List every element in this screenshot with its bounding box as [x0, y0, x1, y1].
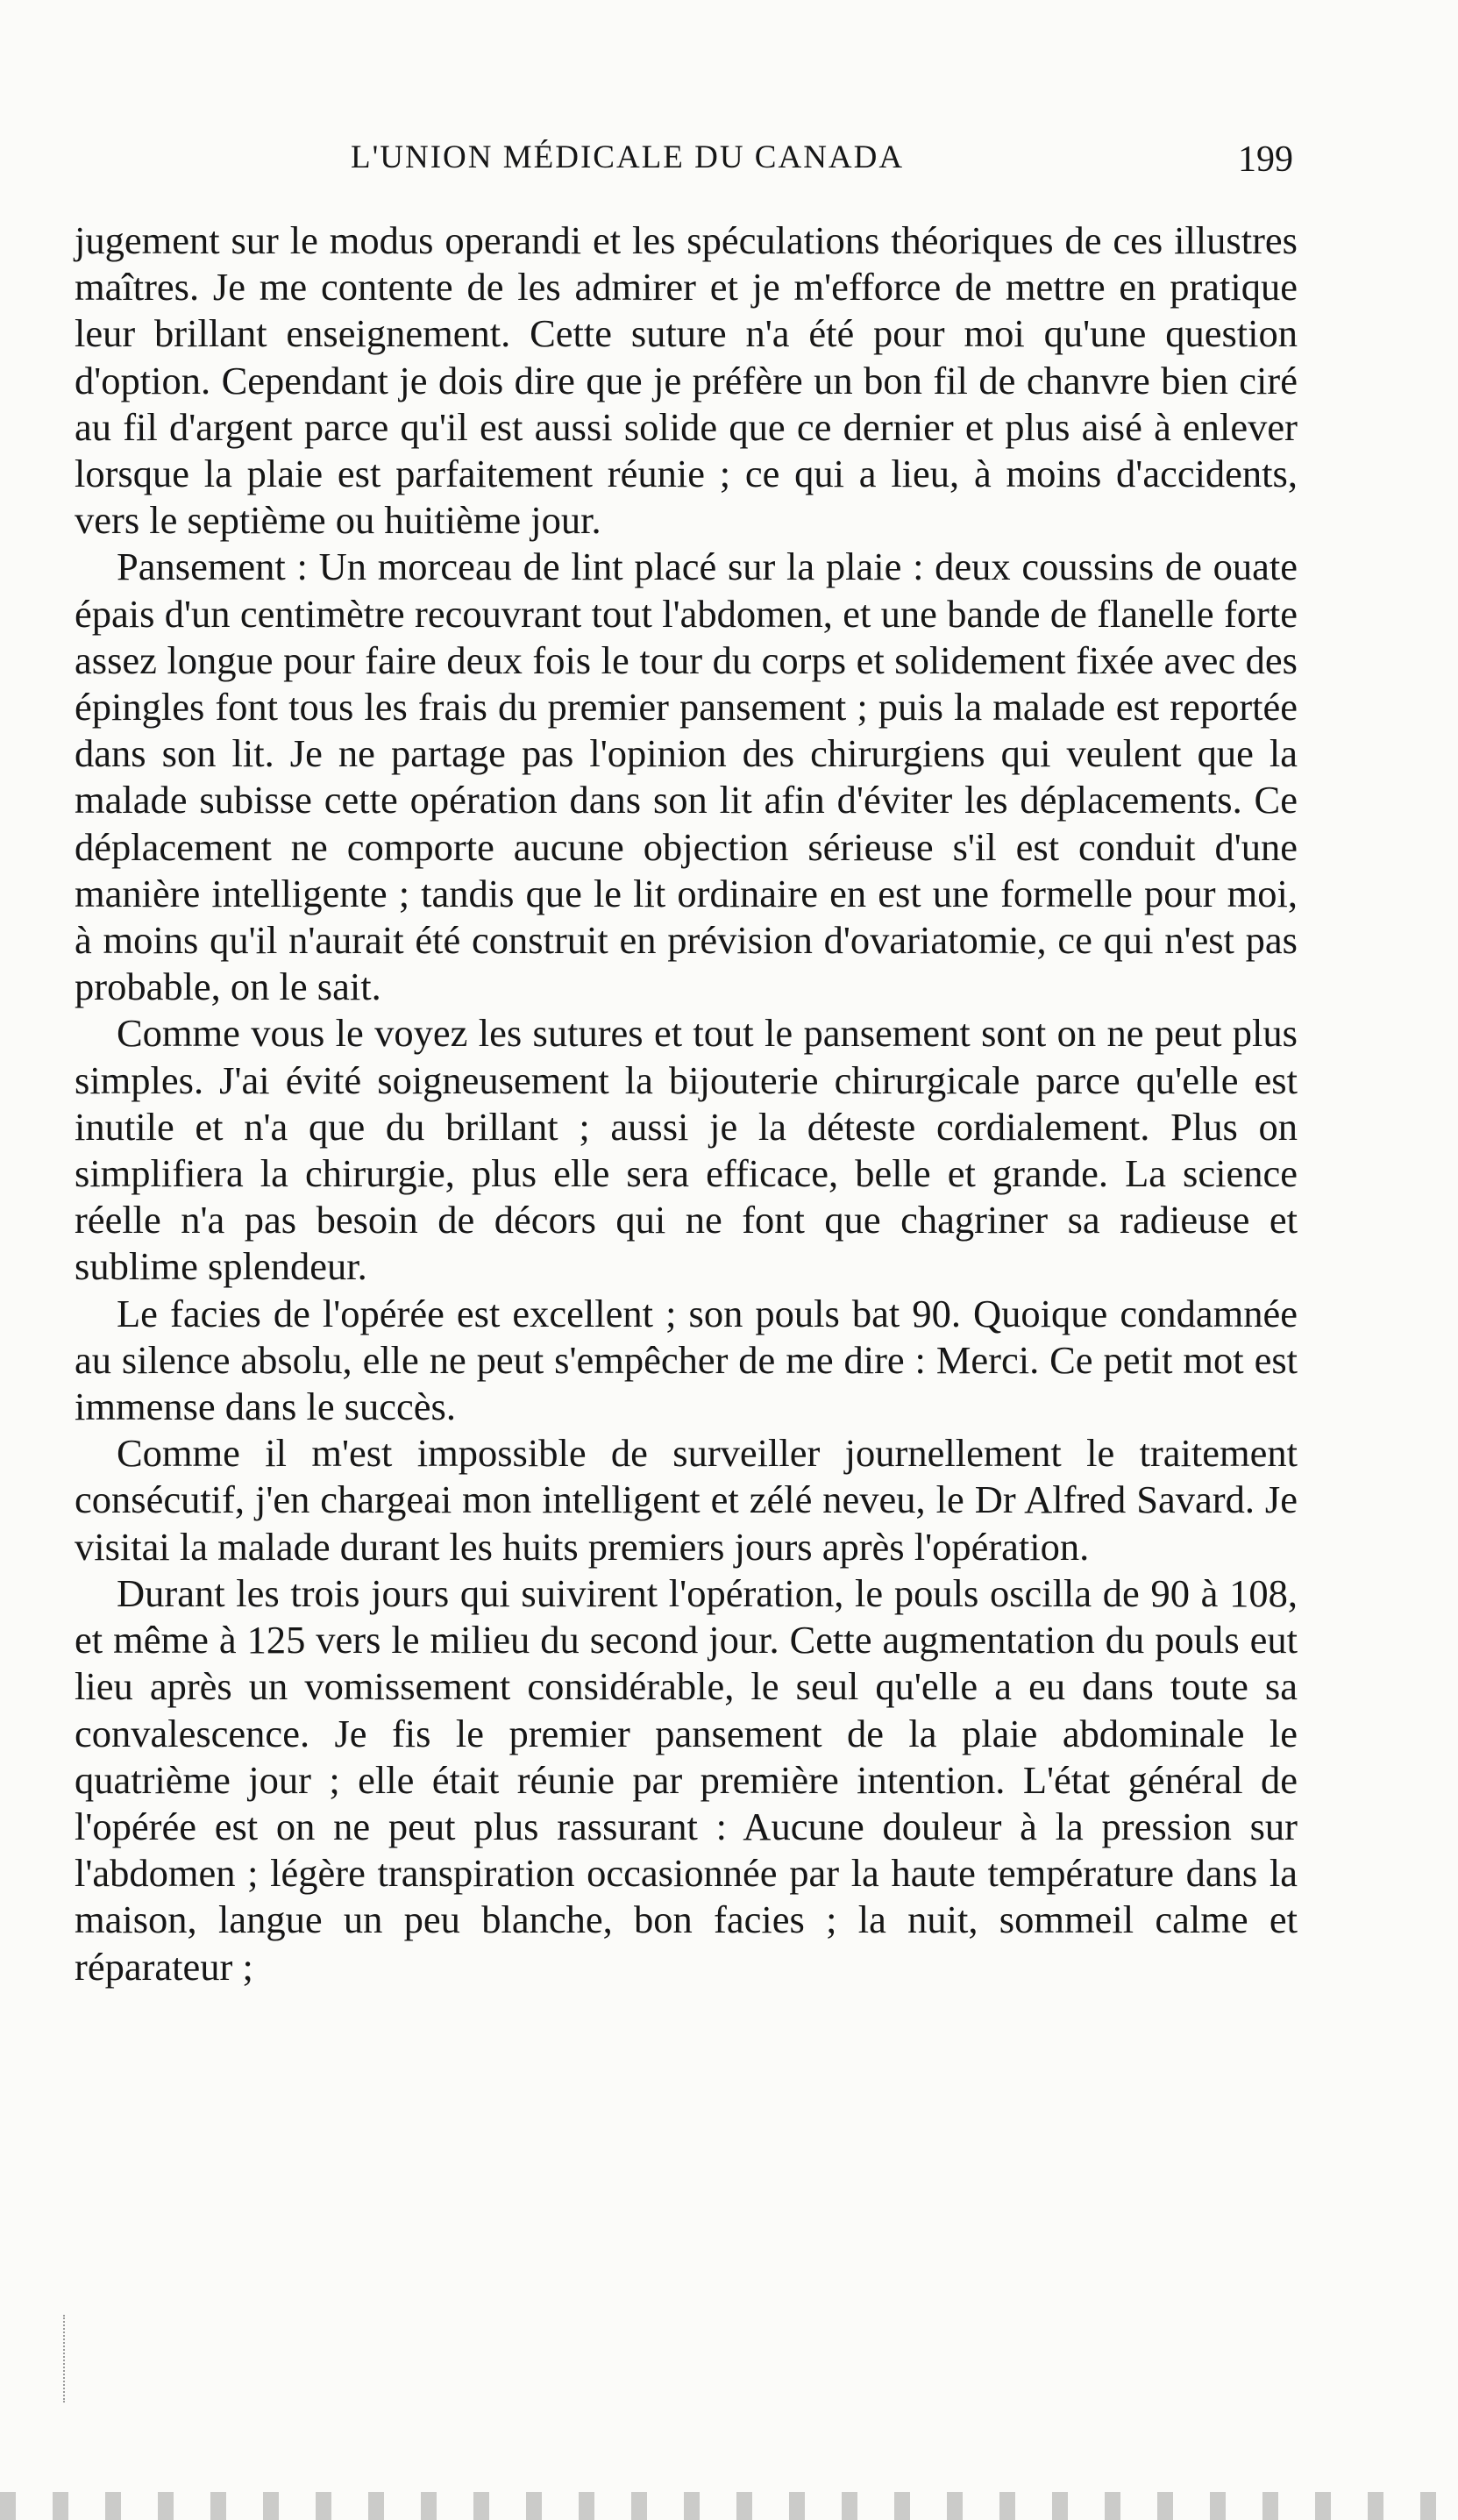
running-head [263, 139, 1293, 191]
bottom-scan-edge [0, 2492, 1458, 2520]
paragraph-suture-opinion: jugement sur le modus operandi et les spéculations théoriques de ces illustres maîtres. Je me contente de les admirer et je m'efforce de mettre en pratique leur brillant enseignement. Cette suture n'a été pour moi qu'une question d'option. Cependant je dois dire que je préfère un bon fil de chanvre bien ciré au fil d'argent parce qu'il est aussi solide que ce dernier et plus aisé à enlever lorsque la plaie est parfaitement réunie ; ce qui a lieu, à moins d'accidents, vers le septième ou huitième jour. [75, 218, 1298, 543]
paragraph-traitement: Comme il m'est impossible de surveiller journellement le traitement consécutif, j'en chargeai mon intelligent et zélé neveu, le Dr Alfred Savard. Je visitai la malade durant les huits premiers jours après l'opération. [75, 1431, 1298, 1569]
paragraph-pansement: Pansement : Un morceau de lint placé sur la plaie : deux coussins de ouate épais d'un centimètre recouvrant tout l'abdomen, et une bande de flanelle forte assez longue pour faire deux fois le tour du corps et solidement fixée avec des épingles font tous les frais du premier pansement ; puis la malade est reportée dans son lit. Je ne partage pas l'opinion des chirurgiens qui veulent que la malade subisse cette opération dans son lit afin d'éviter les déplacements. Ce déplacement ne comporte aucune objection sérieuse s'il est conduit d'une manière intelligente ; tandis que le lit ordinaire en est une formelle pour moi, à moins qu'il n'aurait été construit en prévision d'ovariatomie, ce qui n'est pas probable, on le sait. [75, 545, 1298, 1009]
running-title: L'UNION MÉDICALE DU CANADA [351, 139, 905, 175]
page-number: 199 [1238, 139, 1293, 180]
body-text [75, 217, 1298, 1990]
paragraph-facies: Le facies de l'opérée est excellent ; son pouls bat 90. Quoique condamnée au silence absolu, elle ne peut s'empêcher de me dire : Merci. Ce petit mot est immense dans le succès. [75, 1291, 1298, 1429]
paragraph-convalescence: Durant les trois jours qui suivirent l'opération, le pouls oscilla de 90 à 108, et même à 125 vers le milieu du second jour. Cette augmentation du pouls eut lieu après un vomissement considérable, le seul qu'elle a eu dans toute sa convalescence. Je fis le premier pansement de la plaie abdominale le quatrième jour ; elle était réunie par première intention. L'état général de l'opérée est on ne peut plus rassurant : Aucune douleur à la pression sur l'abdomen ; légère transpiration occasionnée par la haute température dans la maison, langue un peu blanche, bon facies ; la nuit, sommeil calme et réparateur ; [75, 1570, 1298, 1989]
margin-scan-marks [63, 2315, 70, 2403]
paragraph-simplicity: Comme vous le voyez les sutures et tout le pansement sont on ne peut plus simples. J'ai évité soigneusement la bijouterie chirurgicale parce qu'elle est inutile et n'a que du brillant ; aussi je la déteste cordialement. Plus on simplifiera la chirurgie, plus elle sera efficace, belle et grande. La science réelle n'a pas besoin de décors qui ne font que chagriner sa radieuse et sublime splendeur. [75, 1011, 1298, 1289]
